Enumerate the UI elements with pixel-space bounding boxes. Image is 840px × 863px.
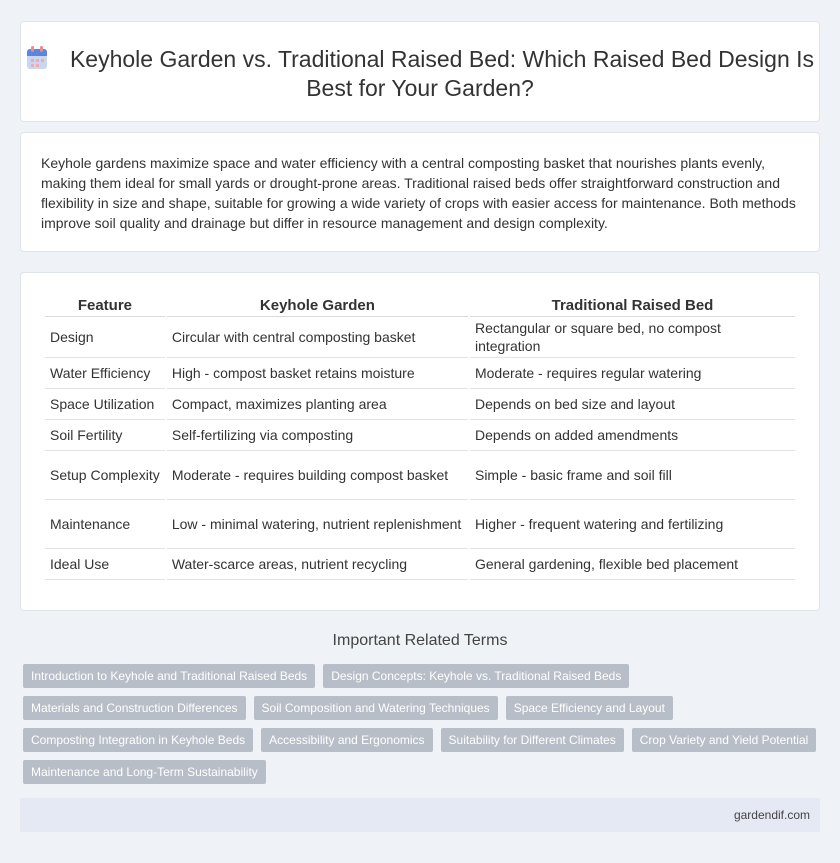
feature-cell: Design (45, 317, 165, 358)
table-row (45, 451, 795, 500)
table-row (45, 317, 795, 358)
traditional-cell: General gardening, flexible bed placement (470, 549, 795, 580)
footer (20, 798, 820, 832)
keyhole-cell: High - compost basket retains moisture (167, 358, 468, 389)
traditional-cell: Depends on bed size and layout (470, 389, 795, 420)
feature-cell: Maintenance (45, 500, 165, 549)
related-tag[interactable]: Introduction to Keyhole and Traditional Raised Beds (23, 664, 315, 688)
traditional-cell: Rectangular or square bed, no compost integration (470, 317, 795, 358)
keyhole-cell: Moderate - requires building compost basket (167, 451, 468, 500)
traditional-cell: Higher - frequent watering and fertilizing (470, 500, 795, 549)
header-keyhole-garden: Keyhole Garden (167, 295, 468, 317)
related-tag[interactable]: Suitability for Different Climates (441, 728, 624, 752)
table-row (45, 389, 795, 420)
keyhole-cell: Water-scarce areas, nutrient recycling (167, 549, 468, 580)
footer-site-link[interactable]: gardendif.com (733, 808, 810, 822)
related-tag[interactable]: Crop Variety and Yield Potential (632, 728, 817, 752)
comparison-table (43, 295, 797, 580)
keyhole-cell: Circular with central composting basket (167, 317, 468, 358)
feature-cell: Ideal Use (45, 549, 165, 580)
title-card (20, 21, 820, 122)
table-header-row (45, 295, 795, 317)
page-title-text: Keyhole Garden vs. Traditional Raised Bed: Which Raised Bed Design Is Best for Your Garden? (69, 46, 815, 101)
related-terms-tags (23, 664, 823, 792)
traditional-cell: Depends on added amendments (470, 420, 795, 451)
traditional-cell: Simple - basic frame and soil fill (470, 451, 795, 500)
page-title (21, 45, 819, 103)
traditional-cell: Moderate - requires regular watering (470, 358, 795, 389)
feature-cell: Setup Complexity (45, 451, 165, 500)
header-feature: Feature (45, 295, 165, 317)
feature-cell: Water Efficiency (45, 358, 165, 389)
related-tag[interactable]: Maintenance and Long-Term Sustainability (23, 760, 266, 784)
keyhole-cell: Compact, maximizes planting area (167, 389, 468, 420)
related-terms-title: Important Related Terms (332, 632, 508, 649)
calendar-icon (26, 46, 48, 70)
intro-paragraph: Keyhole gardens maximize space and water efficiency with a central composting basket that nourishes plants evenly, making them ideal for small yards or drought-prone areas. Traditional raised beds offer straightforward construction and flexibility in size and shape, suitable for growing a wide variety of crops with easier access for maintenance. Both methods improve soil quality and drainage but differ in resource management and design complexity. (41, 155, 796, 231)
related-tag[interactable]: Materials and Construction Differences (23, 696, 246, 720)
table-row (45, 500, 795, 549)
feature-cell: Space Utilization (45, 389, 165, 420)
related-tag[interactable]: Composting Integration in Keyhole Beds (23, 728, 253, 752)
keyhole-cell: Low - minimal watering, nutrient replenishment (167, 500, 468, 549)
related-tag[interactable]: Accessibility and Ergonomics (261, 728, 432, 752)
table-row (45, 420, 795, 451)
header-traditional-raised-bed: Traditional Raised Bed (470, 295, 795, 317)
table-row (45, 549, 795, 580)
comparison-table-card (20, 272, 820, 611)
feature-cell: Soil Fertility (45, 420, 165, 451)
table-row (45, 358, 795, 389)
keyhole-cell: Self-fertilizing via composting (167, 420, 468, 451)
related-tag[interactable]: Space Efficiency and Layout (506, 696, 673, 720)
related-tag[interactable]: Design Concepts: Keyhole vs. Traditional Raised Beds (323, 664, 629, 688)
related-tag[interactable]: Soil Composition and Watering Techniques (254, 696, 498, 720)
intro-card (20, 132, 820, 252)
